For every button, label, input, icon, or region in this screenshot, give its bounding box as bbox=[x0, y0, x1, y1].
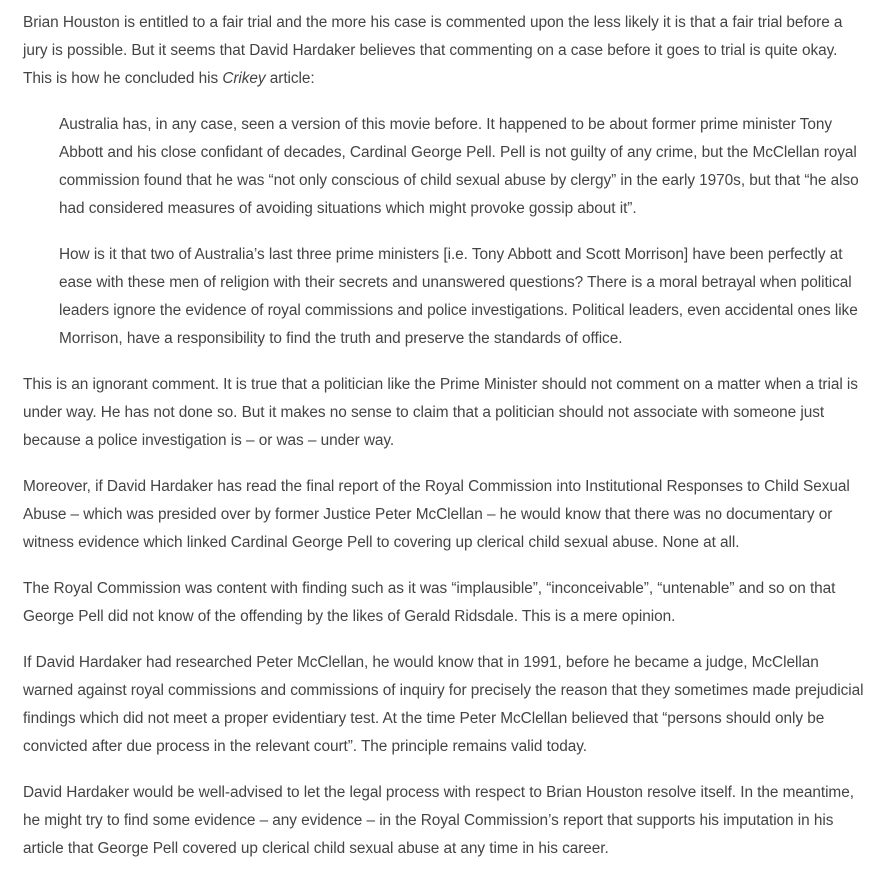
paragraph-final-report: Moreover, if David Hardaker has read the final report of the Royal Commission into Institutional Responses to Child Sexual Abuse – which was presided over by former Justice Peter McClellan – he would know that there was no documentary or witness evidence which linked Cardinal George Pell to covering up clerical child sexual abuse. None at all. bbox=[23, 478, 850, 551]
intro-paragraph bbox=[23, 9, 865, 93]
paragraph-conclusion: David Hardaker would be well-advised to let the legal process with respect to Brian Houston resolve itself. In the meantime, he might try to find some evidence – any evidence – in the Royal Commission’s report that supports his imputation in his article that George Pell covered up clerical child sexual abuse at any time in his career. bbox=[23, 784, 854, 857]
paragraph-royal-commission-finding: The Royal Commission was content with finding such as it was “implausible”, “inconceivable”, “untenable” and so on that George Pell did not know of the offending by the likes of Gerald Ridsdale. This is a mere opinion. bbox=[23, 580, 836, 625]
block-quote bbox=[59, 111, 865, 353]
quote-paragraph-2: How is it that two of Australia’s last three prime ministers [i.e. Tony Abbott and Scott Morrison] have been perfectly at ease with these men of religion with their secrets and unanswered questions? There is a moral betrayal when political leaders ignore the evidence of royal commissions and police investigations. Political leaders, even accidental ones like Morrison, have a responsibility to find the truth and preserve the standards of office. bbox=[59, 246, 858, 347]
paragraph-ignorant-comment: This is an ignorant comment. It is true that a politician like the Prime Minister should not comment on a matter when a trial is under way. He has not done so. But it makes no sense to claim that a politician should not associate with someone just because a police investigation is – or was – under way. bbox=[23, 376, 858, 449]
quote-paragraph-1: Australia has, in any case, seen a version of this movie before. It happened to be about former prime minister Tony Abbott and his close confidant of decades, Cardinal George Pell. Pell is not guilty of any crime, but the McClellan royal commission found that he was “not only conscious of child sexual abuse by clergy” in the early 1970s, but that “he also had considered measures of avoiding situations which might provoke gossip about it”. bbox=[59, 116, 859, 217]
paragraph-mcclellan-1991: If David Hardaker had researched Peter McClellan, he would know that in 1991, before he became a judge, McClellan warned against royal commissions and commissions of inquiry for precisely the reason that they sometimes made prejudicial findings which did not meet a proper evidentiary test. At the time Peter McClellan believed that “persons should only be convicted after due process in the relevant court”. The principle remains valid today. bbox=[23, 654, 864, 755]
publication-name: Crikey bbox=[222, 70, 266, 87]
intro-text: Brian Houston is entitled to a fair trial and the more his case is commented upon the less likely it is that a fair trial before a jury is possible. But it seems that David Hardaker believes that commenting on a case before it goes to trial is quite okay. This is how he concluded his bbox=[23, 14, 843, 87]
intro-text-end: article: bbox=[265, 70, 315, 87]
